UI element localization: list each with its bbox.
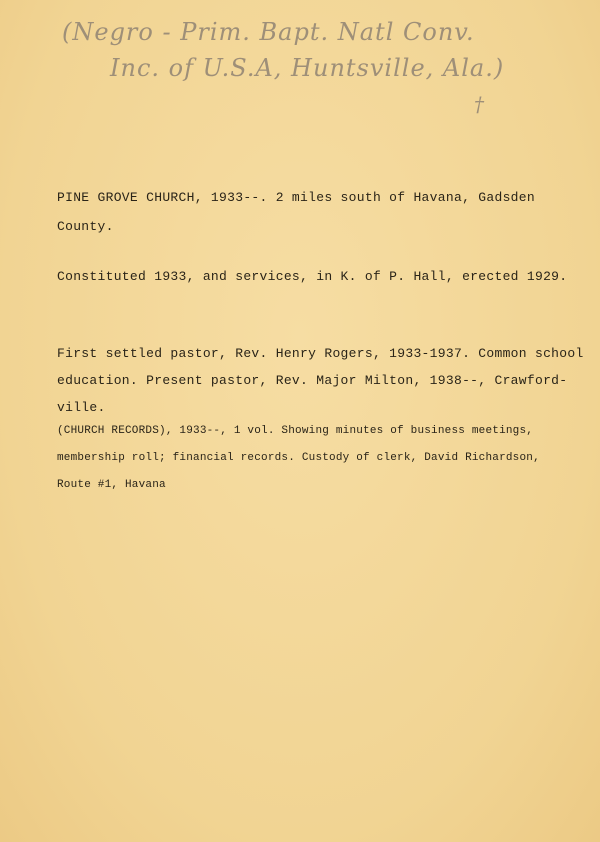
records-line-1: (CHURCH RECORDS), 1933--, 1 vol. Showing minutes of business meetings, bbox=[57, 425, 534, 437]
records-line-3: Route #1, Havana bbox=[57, 479, 166, 491]
handwritten-mark: † bbox=[474, 92, 485, 116]
pastor-line-1: First settled pastor, Rev. Henry Rogers, 1933-1937. Common school bbox=[57, 346, 584, 361]
entry-title-line-1: PINE GROVE CHURCH, 1933--. 2 miles south of Havana, Gadsden bbox=[57, 190, 535, 205]
handwritten-annotation-line-2: Inc. of U.S.A, Huntsville, Ala.) bbox=[110, 54, 505, 82]
pastor-line-2: education. Present pastor, Rev. Major Milton, 1938--, Crawford- bbox=[57, 373, 568, 388]
entry-title-line-2: County. bbox=[57, 219, 114, 234]
records-line-2: membership roll; financial records. Custody of clerk, David Richardson, bbox=[57, 452, 540, 464]
constituted-line: Constituted 1933, and services, in K. of P. Hall, erected 1929. bbox=[57, 269, 568, 284]
handwritten-annotation-line-1: (Negro - Prim. Bapt. Natl Conv. bbox=[62, 18, 475, 46]
pastor-line-3: ville. bbox=[57, 400, 106, 415]
